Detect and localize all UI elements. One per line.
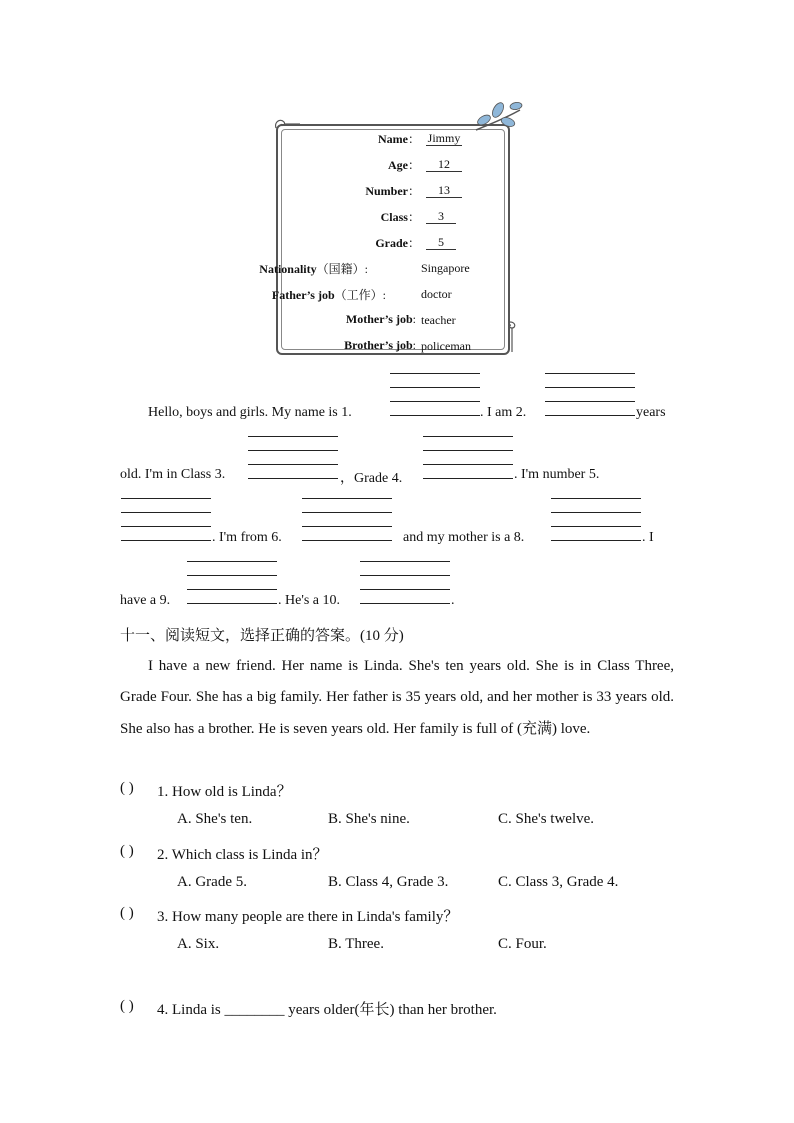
card-label-8	[344, 338, 416, 353]
question-1-option-c[interactable]: C. She's twelve.	[498, 811, 595, 827]
passage-line2-a: old. I'm in Class 3.	[120, 467, 226, 482]
blank-9[interactable]	[187, 561, 277, 603]
passage-line3-d: . I	[642, 530, 654, 545]
question-1-option-a[interactable]: A. She's ten.	[177, 811, 253, 827]
question-2-text: 2. Which class is Linda in？	[157, 847, 328, 863]
swirl-decoration-icon-2	[500, 320, 520, 356]
question-2-answer-paren[interactable]: ( )	[120, 843, 134, 859]
question-3-option-b[interactable]: B. Three.	[328, 936, 384, 952]
question-4-text: 4. Linda is ________ years older(年长) than her brother.	[157, 1002, 497, 1018]
card-label-4	[375, 234, 420, 251]
card-label-1	[388, 156, 420, 173]
passage-line1-c: years	[636, 405, 666, 420]
reading-passage: I have a new friend. Her name is Linda. She's ten years old. She is in Class Three, Grade Four. She has a big family. Her father is 35 years old, and her mother is 33 years old. She also has a brother. He is seven years old. Her family is full of (充满) love.	[120, 658, 674, 737]
passage-line4-b: . He's a 10.	[278, 593, 341, 608]
passage-line1-b: . I am 2.	[480, 405, 527, 420]
card-label-text: Age	[387, 158, 408, 172]
blank-5[interactable]	[121, 498, 211, 540]
card-label-text: Grade	[375, 236, 408, 250]
blank-6[interactable]	[302, 498, 392, 540]
card-label-text: Number	[365, 184, 408, 198]
card-label-5	[259, 260, 368, 277]
card-label-sep: ：	[407, 236, 420, 250]
question-1-text: 1. How old is Linda？	[157, 784, 292, 800]
card-value-1: 12	[426, 157, 462, 172]
question-3-answer-paren[interactable]: ( )	[120, 905, 134, 921]
card-label-sep: ：	[407, 132, 420, 146]
blank-4[interactable]	[423, 436, 513, 478]
card-label-2	[365, 182, 420, 199]
card-label-text: Mother’s job	[345, 312, 413, 326]
card-value-5: Singapore	[421, 261, 470, 275]
card-label-sep: :	[382, 288, 386, 302]
leaf-decoration-icon	[470, 100, 526, 134]
question-1-option-b[interactable]: B. She's nine.	[328, 811, 410, 827]
blank-8[interactable]	[551, 498, 641, 540]
card-label-hint: （国籍）	[316, 262, 365, 276]
passage-line1-a: Hello, boys and girls. My name is 1.	[148, 405, 352, 420]
passage-line3-b: . I'm from 6.	[212, 530, 282, 545]
question-3-option-a[interactable]: A. Six.	[177, 936, 220, 952]
card-label-0	[378, 130, 420, 147]
card-value-0: Jimmy	[427, 131, 461, 145]
card-label-text: Nationality	[259, 262, 317, 276]
card-value-6: doctor	[421, 287, 452, 301]
card-label-6	[272, 286, 386, 303]
card-label-7	[346, 312, 416, 327]
passage-line4-c: .	[451, 593, 455, 608]
blank-1[interactable]	[390, 373, 480, 415]
question-4-answer-paren[interactable]: ( )	[120, 998, 134, 1014]
question-2-option-a[interactable]: A. Grade 5.	[177, 874, 247, 890]
card-label-sep: ：	[407, 184, 420, 198]
card-label-text: Father’s job	[271, 288, 335, 302]
card-value-7: teacher	[421, 313, 456, 327]
passage-line2-c: . I'm number 5.	[514, 467, 600, 482]
card-label-text: Class	[380, 210, 408, 224]
blank-10[interactable]	[360, 561, 450, 603]
card-value-4: 5	[426, 235, 456, 250]
swirl-decoration-icon	[272, 116, 302, 132]
question-3-option-c[interactable]: C. Four.	[498, 936, 547, 952]
blank-2[interactable]	[545, 373, 635, 415]
question-1-answer-paren[interactable]: ( )	[120, 780, 134, 796]
card-label-hint: （工作）	[334, 288, 383, 302]
passage-line3-c: and my mother is a 8.	[403, 530, 525, 545]
card-value-8: policeman	[421, 339, 471, 353]
card-label-sep: :	[364, 262, 368, 276]
section-heading: 十一、阅读短文，选择正确的答案。(10 分)	[120, 628, 404, 644]
passage-line4-a: have a 9.	[120, 593, 171, 608]
card-label-text: Name	[377, 132, 408, 146]
card-label-3	[381, 208, 420, 225]
card-label-sep: :	[412, 338, 416, 352]
card-label-sep: ：	[407, 210, 420, 224]
card-value-2: 13	[426, 183, 462, 198]
question-2-option-c[interactable]: C. Class 3, Grade 4.	[498, 874, 619, 890]
card-label-sep: :	[412, 312, 416, 326]
card-label-text: Brother’s job	[344, 338, 413, 352]
card-value-3: 3	[426, 209, 456, 224]
blank-3[interactable]	[248, 436, 338, 478]
question-2-option-b[interactable]: B. Class 4, Grade 3.	[328, 874, 449, 890]
passage-line2-b: ，Grade 4.	[340, 471, 403, 486]
question-3-text: 3. How many people are there in Linda's family？	[157, 909, 459, 925]
card-label-sep: ：	[407, 158, 420, 172]
